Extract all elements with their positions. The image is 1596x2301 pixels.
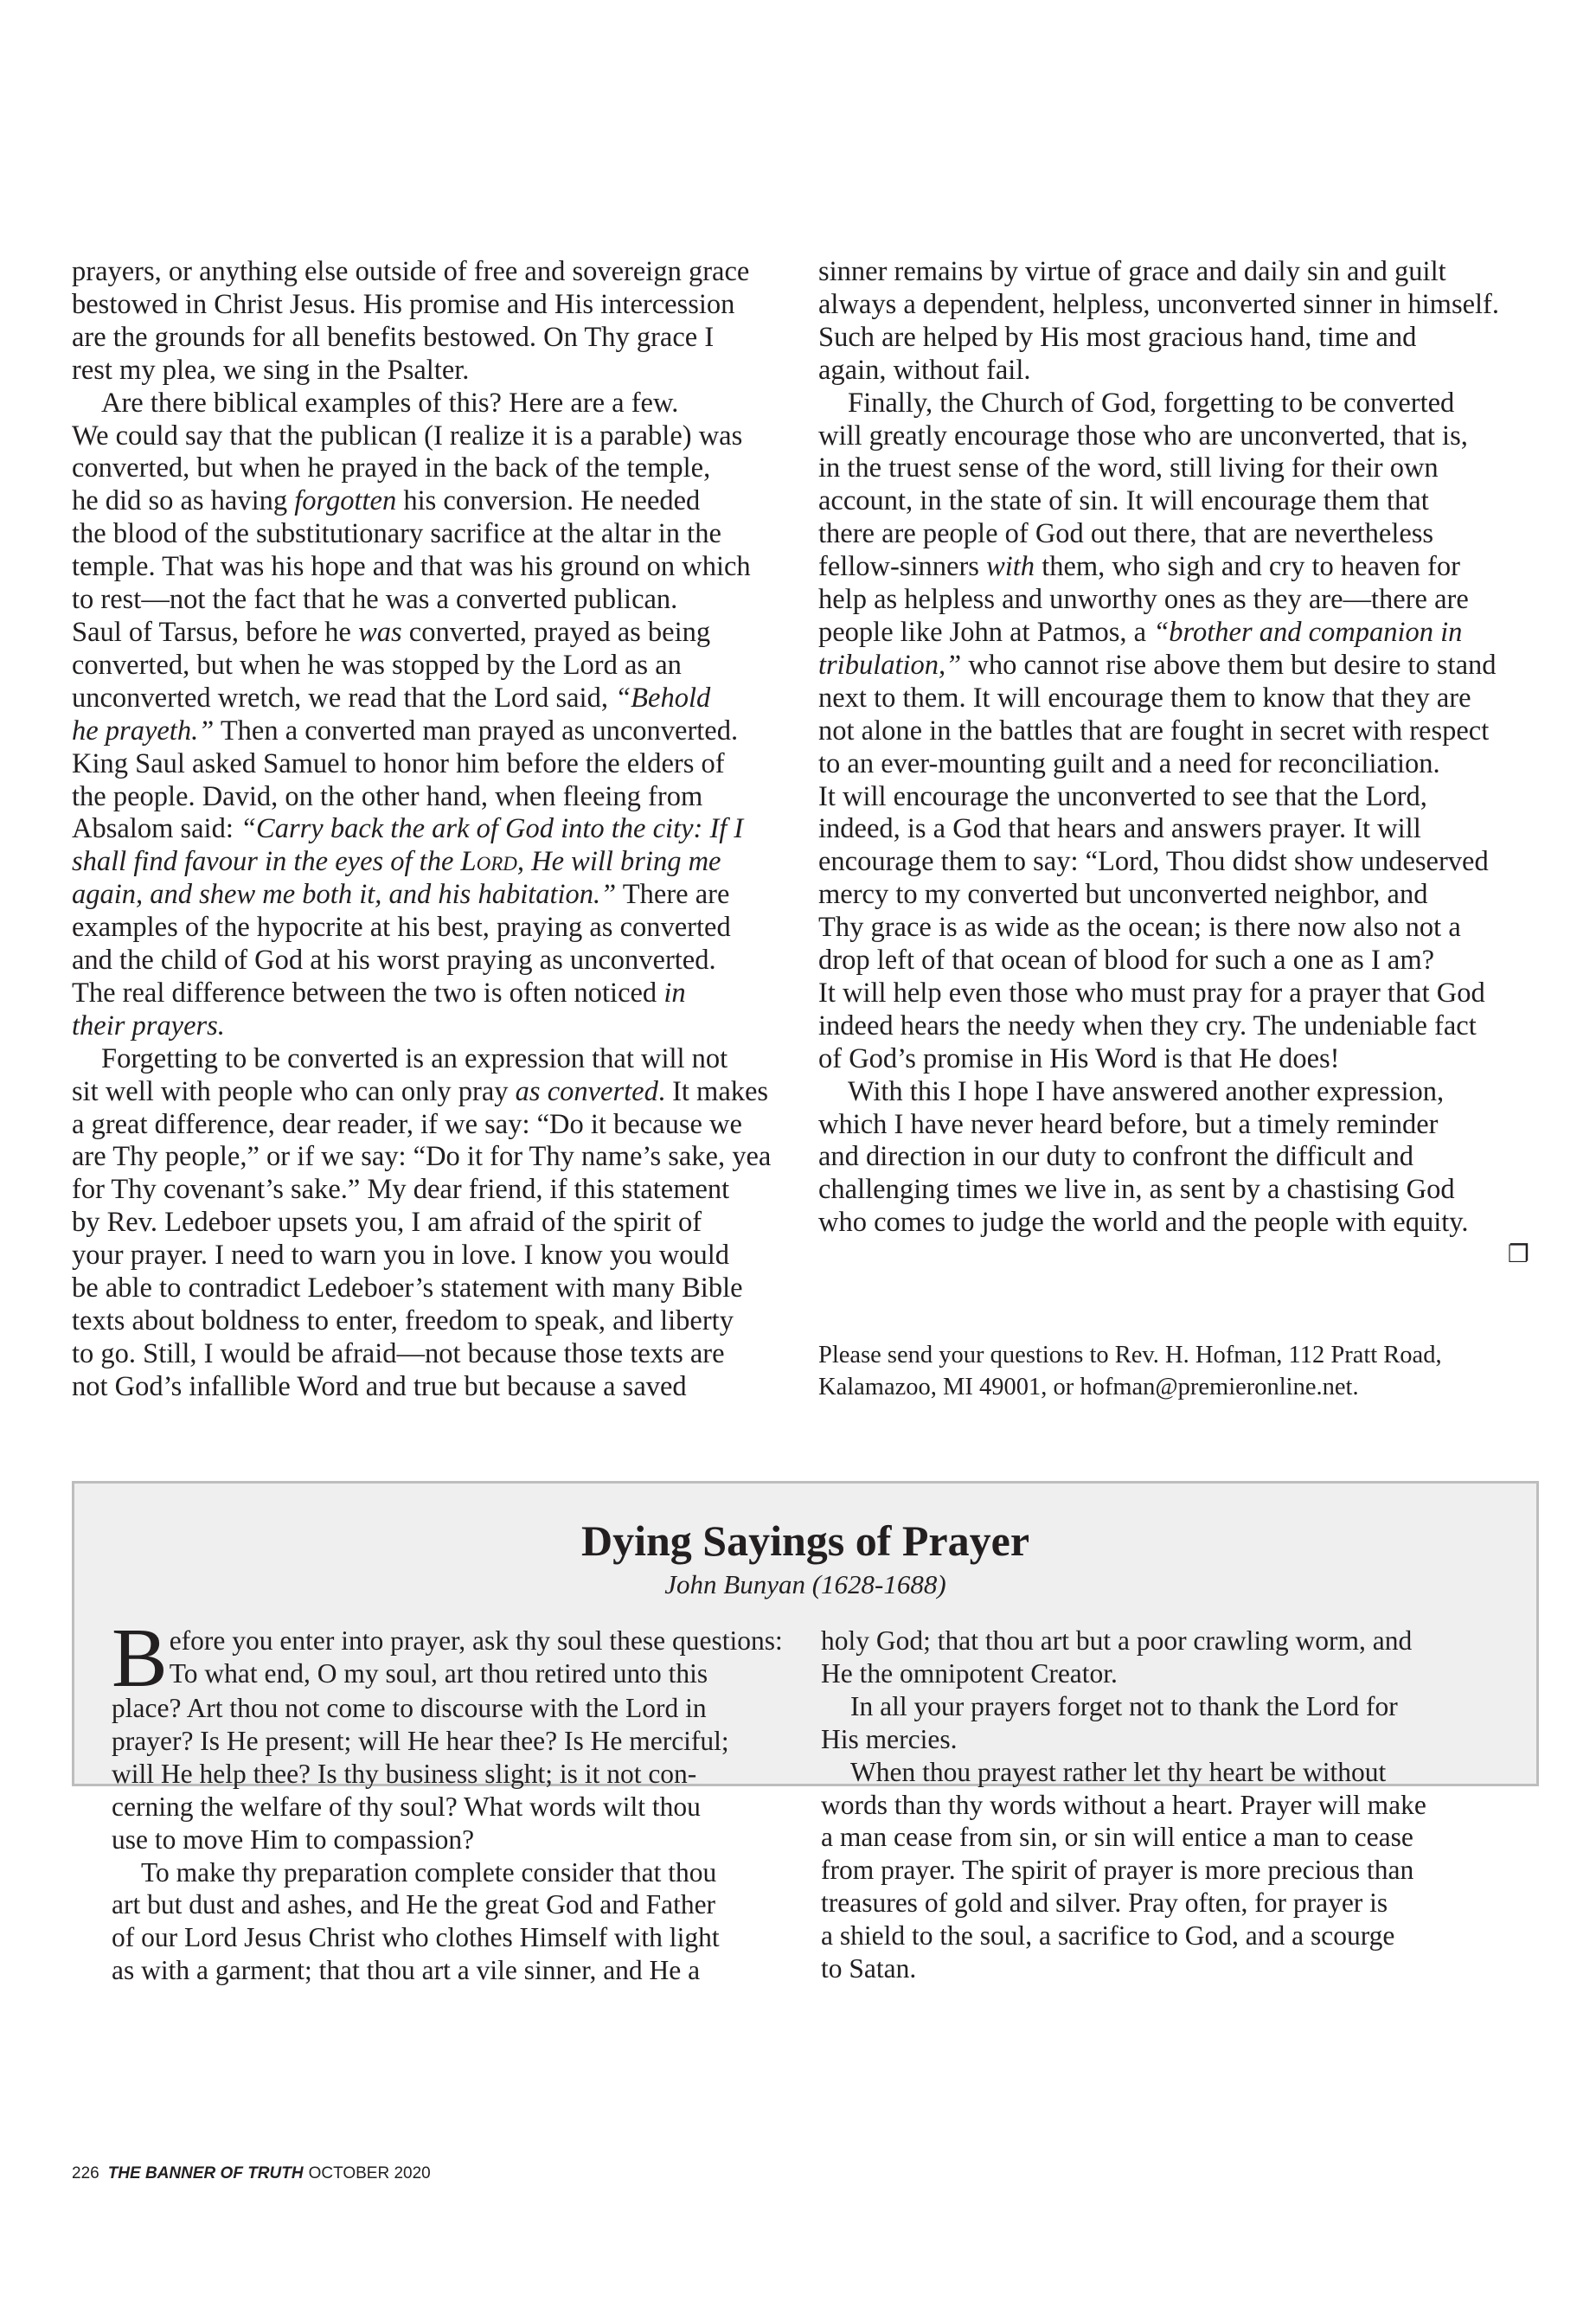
scripture-quote: tribulation,” (818, 649, 962, 681)
text-line: next to them. It will encourage them to know that they are (818, 682, 1471, 714)
text-line: to an ever-mounting guilt and a need for reconciliation. (818, 747, 1440, 779)
page-number: 226 (72, 2164, 99, 2182)
emphasis: “Behold (615, 682, 711, 714)
text-line: Kalamazoo, MI 49001, or hofman@premieronline.net. (818, 1374, 1359, 1400)
text-line: again, without fail. (818, 354, 1031, 386)
text-line: of our Lord Jesus Christ who clothes Himself with light (112, 1922, 720, 1953)
text-line: not God’s infallible Word and true but because a saved (72, 1370, 687, 1402)
text-line: in the truest sense of the word, still living for their own (818, 452, 1439, 484)
emphasis: was (358, 616, 402, 648)
text-line: Thy grace is as wide as the ocean; is there now also not a (818, 912, 1461, 944)
text-line: again, and shew me both it, and his habitation.” There are (72, 879, 730, 911)
text-line: fellow-sinners with them, who sigh and cry to heaven for (818, 551, 1460, 583)
text-line: to go. Still, I would be afraid—not because those texts are (72, 1337, 725, 1369)
sidebar-column-right (821, 1625, 1504, 1985)
text-line: treasures of gold and silver. Pray often, for prayer is (821, 1888, 1388, 1919)
text-line: challenging times we live in, as sent by a chastising God (818, 1174, 1455, 1206)
text-line: Finally, the Church of God, forgetting to be converted (848, 387, 1455, 419)
text-line: he did so as having forgotten his conversion. He needed (72, 485, 701, 517)
emphasis: as converted (515, 1075, 658, 1107)
text-line: by Rev. Ledeboer upsets you, I am afraid of the spirit of (72, 1207, 702, 1239)
text-line: In all your prayers forget not to thank the Lord for (850, 1690, 1398, 1721)
text-line: are the grounds for all benefits bestowed. On Thy grace I (72, 321, 715, 353)
text-line: Saul of Tarsus, before he was converted, prayed as being (72, 616, 711, 648)
text-line: words than thy words without a heart. Prayer will make (821, 1789, 1426, 1820)
text-line: King Saul asked Samuel to honor him before the elders of (72, 747, 725, 779)
text-line: Absalom said: “Carry back the ark of God into the city: If I (72, 813, 744, 845)
scripture-quote: again, and shew me both it, and his habitation.” (72, 879, 617, 911)
publication-name: THE BANNER OF TRUTH (107, 2164, 304, 2182)
text-line: to Satan. (821, 1953, 917, 1984)
text-line: converted, but when he was stopped by the Lord as an (72, 649, 682, 681)
text-line: who comes to judge the world and the people with equity. (818, 1207, 1469, 1239)
text-line: indeed hears the needy when they cry. The undeniable fact (818, 1009, 1477, 1042)
emphasis: he prayeth.” (72, 715, 215, 747)
emphasis: forgotten (294, 485, 397, 517)
text-line: to rest—not the fact that he was a converted publican. (72, 584, 678, 616)
text-line: It will help even those who must pray for a prayer that God (818, 977, 1485, 1009)
emphasis: with (986, 551, 1035, 583)
emphasis: in (663, 977, 686, 1009)
text-line: will He help thee? Is thy business slight; is it not con- (112, 1758, 697, 1789)
text-line: We could say that the publican (I realize it is a parable) was (72, 420, 743, 452)
contact-note (818, 1339, 1538, 1403)
sidebar-box (72, 1481, 1539, 1986)
text-line: which I have never heard before, but a timely reminder (818, 1108, 1439, 1140)
text-line: indeed, is a God that hears and answers prayer. It will (818, 813, 1421, 845)
small-caps-lord: Lord (460, 846, 517, 878)
text-line: efore you enter into prayer, ask thy soul these questions: (169, 1625, 783, 1656)
text-line: be able to contradict Ledeboer’s statement with many Bible (72, 1272, 743, 1304)
text-line: Please send your questions to Rev. H. Hofman, 112 Pratt Road, (818, 1342, 1442, 1368)
text-line: will greatly encourage those who are unconverted, that is, (818, 420, 1468, 452)
text-line: help as helpless and unworthy ones as they are—there are (818, 584, 1469, 616)
article-column-right (818, 256, 1538, 1269)
text-line: The real difference between the two is often noticed in (72, 977, 686, 1009)
text-line: account, in the state of sin. It will encourage them that (818, 485, 1429, 517)
text-line: With this I hope I have answered another expression, (848, 1075, 1445, 1107)
text-line: Forgetting to be converted is an expression that will not (101, 1042, 728, 1074)
text-line: cerning the welfare of thy soul? What words wilt thou (112, 1791, 701, 1822)
scripture-quote: “brother and companion in (1153, 616, 1463, 648)
sidebar-author: John Bunyan (1628-1688) (664, 1569, 946, 1599)
text-line: tribulation,” who cannot rise above them but desire to stand (818, 649, 1497, 681)
text-line: use to move Him to compassion? (112, 1823, 475, 1855)
text-line: temple. That was his hope and that was his ground on which (72, 551, 751, 583)
text-line: the people. David, on the other hand, when fleeing from (72, 780, 703, 812)
text-line: prayers, or anything else outside of free and sovereign grace (72, 256, 750, 287)
text-line: His mercies. (821, 1723, 958, 1754)
text-line: there are people of God out there, that are nevertheless (818, 518, 1434, 550)
text-line: a great difference, dear reader, if we say: “Do it because we (72, 1108, 742, 1140)
drop-cap: B (112, 1612, 168, 1704)
text-line: Are there biblical examples of this? Here are a few. (101, 387, 679, 419)
text-line: To what end, O my soul, art thou retired unto this (169, 1657, 708, 1689)
text-line: people like John at Patmos, a “brother and companion in (818, 616, 1463, 648)
text-line: the blood of the substitutionary sacrifice at the altar in the (72, 518, 721, 550)
text-line: sinner remains by virtue of grace and daily sin and guilt (818, 256, 1446, 287)
text-line: and direction in our duty to confront the difficult and (818, 1141, 1414, 1173)
text-line: always a dependent, helpless, unconverted sinner in himself. (818, 288, 1499, 320)
page-footer (72, 2163, 431, 2184)
text-line: prayer? Is He present; will He hear thee? Is He merciful; (112, 1725, 729, 1756)
emphasis: their prayers. (72, 1009, 225, 1042)
text-line: holy God; that thou art but a poor crawling worm, and (821, 1625, 1413, 1656)
text-line: bestowed in Christ Jesus. His promise and His intercession (72, 288, 735, 320)
text-line: of God’s promise in His Word is that He does! (818, 1042, 1340, 1074)
text-line: place? Art thou not come to discourse with the Lord in (112, 1693, 707, 1723)
text-line: for Thy covenant’s sake.” My dear friend, if this statement (72, 1174, 730, 1206)
end-of-article-icon: ❐ (1507, 1240, 1529, 1269)
sidebar-column-left (112, 1612, 795, 1987)
text-line (72, 1010, 794, 1043)
issue-date: OCTOBER 2020 (308, 2164, 431, 2182)
text-line: unconverted wretch, we read that the Lord said, “Behold (72, 682, 711, 714)
text-line (72, 846, 794, 879)
sidebar-title: Dying Sayings of Prayer (580, 1516, 1030, 1565)
text-line: a shield to the soul, a sacrifice to God, and a scourge (821, 1920, 1395, 1952)
text-line: rest my plea, we sing in the Psalter. (72, 354, 470, 386)
text-line: Such are helped by His most gracious hand, time and (818, 321, 1417, 353)
text-line: as with a garment; that thou art a vile sinner, and He a (112, 1955, 701, 1986)
text-line: your prayer. I need to warn you in love. I know you would (72, 1240, 729, 1272)
text-line: from prayer. The spirit of prayer is more precious than (821, 1855, 1414, 1886)
text-line: drop left of that ocean of blood for such a one as I am? (818, 945, 1435, 977)
text-line: not alone in the battles that are fought in secret with respect (818, 715, 1490, 747)
article-column-left (72, 256, 794, 1404)
text-line: converted, but when he prayed in the back of the temple, (72, 452, 711, 484)
text-line: texts about boldness to enter, freedom to speak, and liberty (72, 1305, 734, 1336)
text-line: To make thy preparation complete consider that thou (141, 1856, 717, 1888)
text-line: and the child of God at his worst praying as unconverted. (72, 945, 716, 977)
scripture-quote: “Carry back the ark of God into the city: If I (240, 813, 744, 845)
text-line: art but dust and ashes, and He the great God and Father (112, 1889, 716, 1920)
text-line: mercy to my converted but unconverted neighbor, and (818, 879, 1428, 911)
text-line: a man cease from sin, or sin will entice a man to cease (821, 1822, 1413, 1853)
text-line: When thou prayest rather let thy heart be without (850, 1756, 1387, 1787)
text-line: sit well with people who can only pray as converted. It makes (72, 1075, 769, 1107)
text-line: encourage them to say: “Lord, Thou didst show undeserved (818, 846, 1489, 878)
text-line: he prayeth.” Then a converted man prayed as unconverted. (72, 715, 739, 747)
text-line: It will encourage the unconverted to see that the Lord, (818, 780, 1427, 812)
text-line: are Thy people,” or if we say: “Do it for Thy name’s sake, yea (72, 1141, 772, 1173)
scripture-quote: shall find favour in the eyes of the Lord, He will bring me (72, 846, 721, 878)
text-line: examples of the hypocrite at his best, praying as converted (72, 912, 731, 944)
text-line: He the omnipotent Creator. (821, 1657, 1118, 1689)
